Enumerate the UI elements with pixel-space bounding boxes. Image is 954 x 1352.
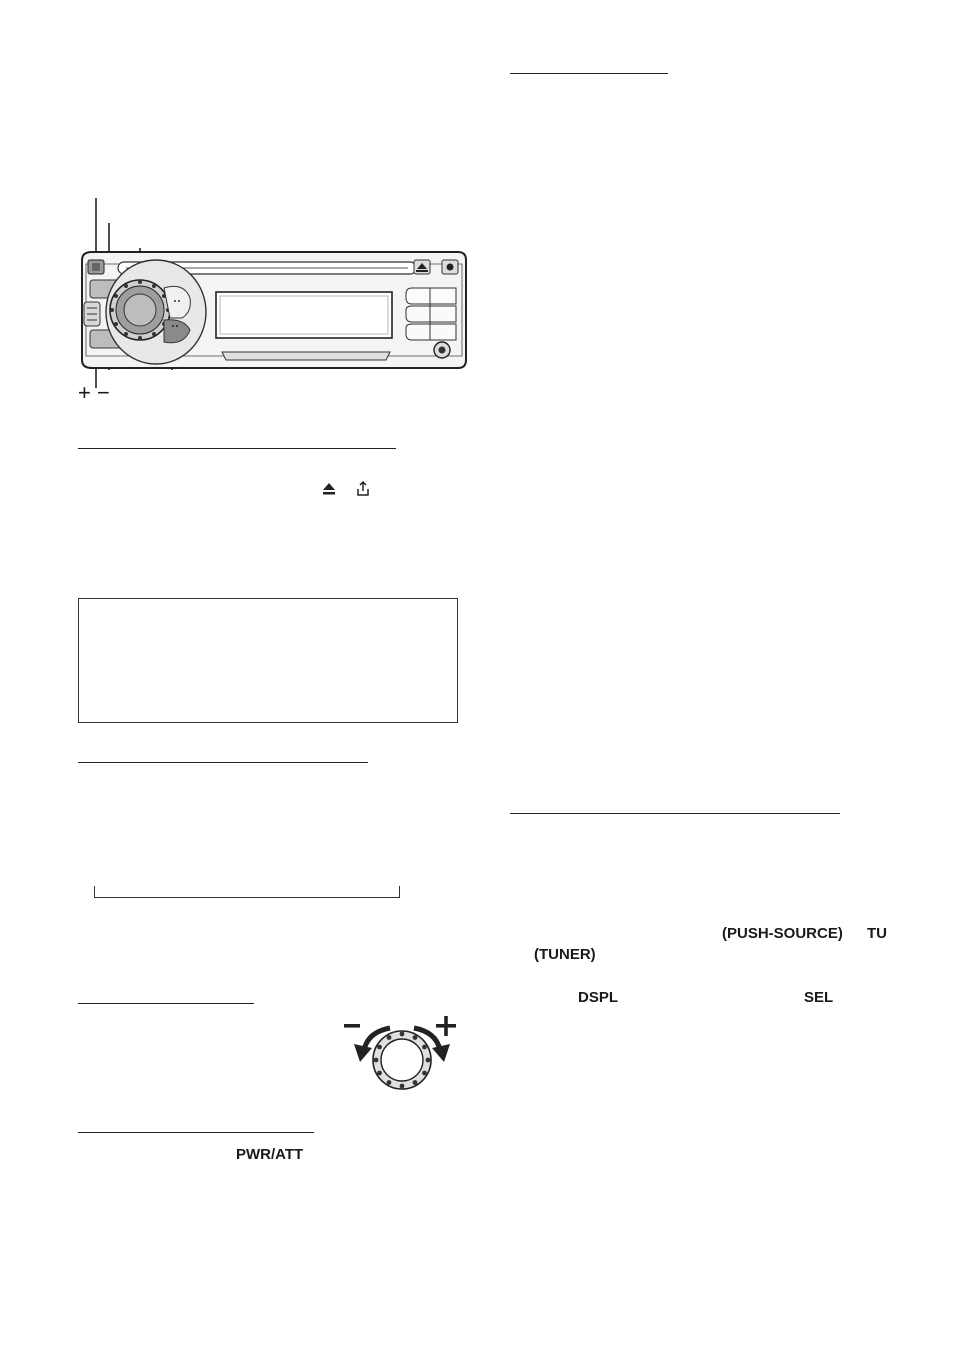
plus-label: + <box>78 380 91 405</box>
notice-box <box>78 598 458 723</box>
section-rule-1 <box>78 448 396 449</box>
section-rule-3 <box>78 1003 254 1004</box>
minus-label: − <box>97 380 110 405</box>
bracket-line <box>94 886 400 898</box>
release-icon <box>357 481 369 497</box>
push-source-label: (PUSH-SOURCE) <box>722 925 843 942</box>
section-rule-4 <box>78 1132 314 1133</box>
section-rule-2 <box>78 762 368 763</box>
sel-label: SEL <box>804 989 834 1006</box>
eject-icon <box>322 482 336 496</box>
rotary-knob-drawing <box>338 1010 466 1092</box>
dspl-label: DSPL <box>578 989 619 1006</box>
head-unit-illustration <box>60 190 480 420</box>
section-rule-5 <box>510 73 668 74</box>
tuner-label: (TUNER) <box>534 946 596 963</box>
head-unit-drawing <box>60 190 480 420</box>
rotary-knob-illustration <box>338 1010 466 1092</box>
tu-label: TU <box>867 925 887 942</box>
section-rule-6 <box>510 813 840 814</box>
pwr-att-label: PWR/ATT <box>236 1146 304 1163</box>
